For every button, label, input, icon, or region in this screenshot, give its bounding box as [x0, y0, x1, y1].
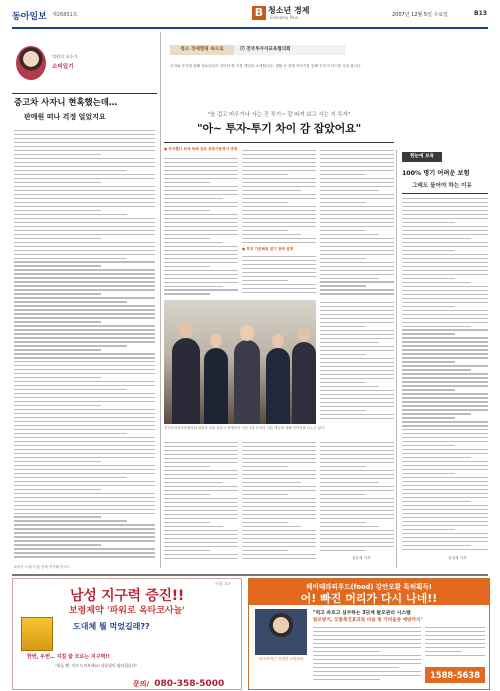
left-subhead: 판매원 떠나 걱정 얼었지요 — [24, 113, 106, 121]
ad-separator — [12, 574, 488, 576]
ad-right-body — [313, 627, 421, 685]
photo-person — [240, 325, 254, 341]
photo-person — [272, 334, 284, 348]
photo-person — [234, 340, 260, 424]
main-body-col2 — [242, 150, 316, 245]
ad-right-body2 — [425, 627, 485, 661]
series-tag: 청소 경제캠핑 속으로 — [170, 45, 234, 55]
ad-right-headline: 어! 빠진 머리가 다시 나네!! — [300, 592, 438, 605]
main-body-lower1 — [164, 442, 238, 562]
main-kicker: "늘 겁고 마우기나 사는 건 투기~ 잘 따져 보고 사는 지 투자" — [207, 112, 351, 118]
columnist-photo — [16, 46, 46, 80]
section-subtitle: Economy Plus — [270, 15, 298, 20]
main-body-col1 — [164, 158, 238, 298]
ad-right-badge: 마시며 먹는 건강한 모발관리 — [258, 657, 304, 661]
photo-person — [298, 328, 310, 342]
issue-date: 2007년 12월 5일 수요일 — [392, 12, 449, 18]
series-intro: 투자와 투기에 관해 청소년들이 알아야 할 기본 개념을 소개합니다. 생활 속 경제 이야기를 통해 투자 마인드를 키워 봅니다. — [170, 64, 362, 68]
left-footer-note: ※필자 소개(가칭) 함께 생각해 봅시다. — [14, 565, 71, 569]
photo-person — [179, 322, 193, 338]
ad-right-phone: 1588-5638 — [425, 667, 485, 683]
ad-left-quote: "힘들 땐, 이거 드셔보세요! 다음날이 달라집니다" — [55, 663, 137, 668]
columnist-name: 소비일기 — [52, 64, 74, 70]
photo-person — [172, 338, 200, 424]
main-subhead-1: ● 투자했다 외에 독해 검증 중중가용영이 생영 — [164, 147, 238, 151]
ad-left-product — [21, 617, 53, 651]
ad-right-quote: "먹고 바르고 심쿠하는 3단계 탈모관리 시스템 — [313, 611, 411, 616]
ad-left-tagline: 도대체 뭘 먹었길래?? — [73, 622, 150, 631]
right-rule — [402, 193, 488, 194]
main-subhead-2: ● 투자 기본배워 얼기 장래 설명 — [242, 247, 294, 251]
main-body-col3 — [320, 150, 394, 300]
section-title: 청소년 경제 — [268, 6, 310, 15]
right-byline: 김성재 기자 — [448, 556, 467, 560]
ad-left-subline: 보령제약 '파워로 옥타코사놀' — [68, 606, 186, 616]
series-title: ⑺ 전국투자자교육협의회 — [240, 47, 291, 52]
main-body-lower3 — [320, 442, 394, 554]
newspaper-logo: 동아일보 — [12, 12, 47, 22]
ad-right — [248, 578, 490, 690]
main-byline: 김윤재 기자 — [352, 556, 371, 560]
ad-right-header — [249, 579, 489, 605]
masthead — [0, 0, 500, 28]
issue-number: 제26851호 — [52, 12, 78, 18]
page-number: B13 — [474, 10, 487, 17]
right-headline: 100% 명기 어려운 보험 — [402, 170, 470, 177]
photo-person — [266, 348, 290, 424]
left-headline: 증고차 사자니 현혹했는데… — [14, 97, 118, 107]
photo-caption: 전국투자자교육협의회 위원과 서울 중동고 학생들이 지난 1일 투자의 기본 개념에 대해 이야기를 나누고 있다. — [164, 426, 326, 430]
left-rule — [12, 93, 157, 94]
masthead-rule — [12, 27, 488, 29]
ad-left-headline: 남성 지구력 증진!! — [70, 588, 184, 604]
section-mark: B — [252, 6, 266, 20]
main-body-lower2 — [242, 442, 316, 562]
photo-person — [204, 348, 228, 424]
main-headline-rule — [164, 142, 394, 143]
photo-person — [210, 334, 222, 348]
ad-right-quote2: 탈모방지, 모발촉진효과와 비듬 및 가려움증 예방까지" — [313, 618, 423, 623]
ad-right-doctor-photo — [255, 609, 307, 655]
series-banner — [170, 45, 346, 55]
ad-left-label: <광 고> — [215, 581, 231, 586]
left-body-text — [14, 130, 155, 562]
ad-left — [12, 578, 242, 690]
main-body-col3b — [320, 302, 394, 424]
column-divider — [160, 32, 161, 568]
ad-right-top-line: 헤어테라피푸드(food) 강안모환 특허획득! — [306, 583, 432, 591]
right-body-text — [402, 198, 488, 554]
ad-left-phone: 080-358-5000 — [154, 679, 225, 689]
photo-person — [292, 342, 316, 424]
main-photo — [164, 300, 316, 424]
ad-left-sub-title: 한번, 두번… 지침 줄 모르는 지구력!! — [27, 654, 110, 660]
main-body-col2b — [242, 256, 316, 296]
column-divider — [396, 150, 397, 568]
columnist-title: 억원의 교수가 — [52, 54, 78, 59]
right-banner: 한눈에 보육 — [402, 152, 442, 162]
right-subhead: 그래도 들어야 하는 이유 — [412, 183, 472, 189]
ad-left-phone-label: 문의/ — [133, 680, 150, 688]
main-headline: "아~ 투자-투기 차이 감 잡았어요" — [196, 122, 362, 135]
ad-left-phone-box — [133, 671, 237, 689]
